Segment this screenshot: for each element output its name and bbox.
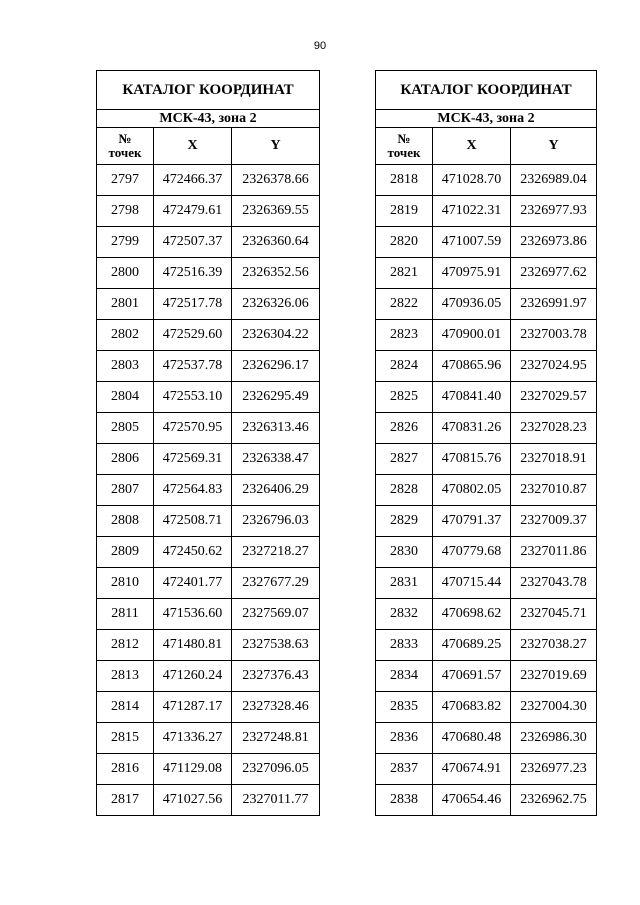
y-coordinate-cell: 2326295.49 — [232, 382, 320, 413]
point-number-cell: 2807 — [97, 475, 154, 506]
y-coordinate-cell: 2326406.29 — [232, 475, 320, 506]
point-number-cell: 2823 — [376, 320, 433, 351]
table-row — [376, 537, 597, 568]
x-coordinate-cell: 472516.39 — [154, 258, 232, 289]
table-row — [97, 351, 320, 382]
point-number-cell: 2801 — [97, 289, 154, 320]
table-row — [376, 475, 597, 506]
table-row — [97, 661, 320, 692]
table-row — [376, 289, 597, 320]
x-coordinate-cell: 470802.05 — [433, 475, 511, 506]
point-number-cell: 2800 — [97, 258, 154, 289]
coordinate-catalog-left — [96, 70, 320, 816]
y-coordinate-cell: 2326796.03 — [232, 506, 320, 537]
table-row — [376, 506, 597, 537]
y-coordinate-cell: 2326326.06 — [232, 289, 320, 320]
y-coordinate-cell: 2327043.78 — [511, 568, 597, 599]
table-row — [97, 754, 320, 785]
point-number-cell: 2831 — [376, 568, 433, 599]
x-coordinate-cell: 470654.46 — [433, 785, 511, 816]
point-number-cell: 2812 — [97, 630, 154, 661]
y-coordinate-cell: 2327538.63 — [232, 630, 320, 661]
y-coordinate-cell: 2326991.97 — [511, 289, 597, 320]
table-row — [376, 754, 597, 785]
x-coordinate-cell: 472569.31 — [154, 444, 232, 475]
table-row — [376, 444, 597, 475]
x-coordinate-cell: 471536.60 — [154, 599, 232, 630]
y-coordinate-cell: 2327248.81 — [232, 723, 320, 754]
y-coordinate-cell: 2327018.91 — [511, 444, 597, 475]
x-coordinate-cell: 471287.17 — [154, 692, 232, 723]
point-number-cell: 2832 — [376, 599, 433, 630]
x-coordinate-cell: 472508.71 — [154, 506, 232, 537]
x-coordinate-cell: 470936.05 — [433, 289, 511, 320]
table-row — [376, 351, 597, 382]
point-number-cell: 2815 — [97, 723, 154, 754]
x-coordinate-cell: 470674.91 — [433, 754, 511, 785]
point-number-cell: 2828 — [376, 475, 433, 506]
coordinate-rows — [376, 165, 597, 816]
point-number-cell: 2838 — [376, 785, 433, 816]
table-row — [376, 165, 597, 196]
y-coordinate-cell: 2327019.69 — [511, 661, 597, 692]
table-row — [97, 320, 320, 351]
y-coordinate-cell: 2326977.93 — [511, 196, 597, 227]
x-coordinate-cell: 471027.56 — [154, 785, 232, 816]
point-number-cell: 2837 — [376, 754, 433, 785]
x-coordinate-cell: 472517.78 — [154, 289, 232, 320]
table-row — [376, 785, 597, 816]
point-number-cell: 2811 — [97, 599, 154, 630]
table-row — [97, 723, 320, 754]
y-coordinate-cell: 2327677.29 — [232, 568, 320, 599]
table-row — [376, 227, 597, 258]
y-coordinate-cell: 2326977.62 — [511, 258, 597, 289]
point-number-cell: 2797 — [97, 165, 154, 196]
y-coordinate-cell: 2327569.07 — [232, 599, 320, 630]
x-coordinate-cell: 470683.82 — [433, 692, 511, 723]
x-coordinate-cell: 472466.37 — [154, 165, 232, 196]
y-coordinate-cell: 2327011.86 — [511, 537, 597, 568]
point-number-cell: 2821 — [376, 258, 433, 289]
x-coordinate-cell: 470791.37 — [433, 506, 511, 537]
table-row — [97, 785, 320, 816]
table-row — [376, 320, 597, 351]
y-coordinate-cell: 2327010.87 — [511, 475, 597, 506]
y-coordinate-cell: 2327029.57 — [511, 382, 597, 413]
point-number-cell: 2813 — [97, 661, 154, 692]
y-coordinate-cell: 2326338.47 — [232, 444, 320, 475]
y-coordinate-cell: 2326313.46 — [232, 413, 320, 444]
x-coordinate-cell: 471260.24 — [154, 661, 232, 692]
x-coordinate-cell: 470900.01 — [433, 320, 511, 351]
table-row — [97, 568, 320, 599]
point-number-cell: 2829 — [376, 506, 433, 537]
y-coordinate-cell: 2326973.86 — [511, 227, 597, 258]
table-row — [376, 692, 597, 723]
point-number-cell: 2806 — [97, 444, 154, 475]
point-number-cell: 2833 — [376, 630, 433, 661]
x-coordinate-cell: 472529.60 — [154, 320, 232, 351]
table-row — [97, 630, 320, 661]
y-header: Y — [232, 128, 320, 165]
table-row — [97, 227, 320, 258]
point-number-cell: 2830 — [376, 537, 433, 568]
catalog-title: КАТАЛОГ КООРДИНАТ — [97, 71, 320, 110]
table-row — [376, 382, 597, 413]
table-row — [97, 382, 320, 413]
table-row — [97, 444, 320, 475]
coordinate-system: МСК-43, зона 2 — [97, 110, 320, 128]
y-coordinate-cell: 2326352.56 — [232, 258, 320, 289]
y-coordinate-cell: 2327045.71 — [511, 599, 597, 630]
x-coordinate-cell: 471129.08 — [154, 754, 232, 785]
page-number: 90 — [313, 40, 327, 52]
x-coordinate-cell: 470841.40 — [433, 382, 511, 413]
y-coordinate-cell: 2327003.78 — [511, 320, 597, 351]
x-coordinate-cell: 470831.26 — [433, 413, 511, 444]
y-coordinate-cell: 2327011.77 — [232, 785, 320, 816]
coordinate-system: МСК-43, зона 2 — [376, 110, 597, 128]
x-coordinate-cell: 472401.77 — [154, 568, 232, 599]
table-row — [376, 413, 597, 444]
y-coordinate-cell: 2327328.46 — [232, 692, 320, 723]
x-coordinate-cell: 472564.83 — [154, 475, 232, 506]
point-number-header: № точек — [376, 128, 433, 165]
point-number-cell: 2834 — [376, 661, 433, 692]
x-coordinate-cell: 472553.10 — [154, 382, 232, 413]
y-coordinate-cell: 2326360.64 — [232, 227, 320, 258]
coordinate-rows — [97, 165, 320, 816]
y-coordinate-cell: 2327218.27 — [232, 537, 320, 568]
y-coordinate-cell: 2326962.75 — [511, 785, 597, 816]
point-number-cell: 2822 — [376, 289, 433, 320]
x-coordinate-cell: 470689.25 — [433, 630, 511, 661]
x-coordinate-cell: 470698.62 — [433, 599, 511, 630]
point-number-cell: 2808 — [97, 506, 154, 537]
x-coordinate-cell: 470715.44 — [433, 568, 511, 599]
point-number-cell: 2836 — [376, 723, 433, 754]
point-number-cell: 2798 — [97, 196, 154, 227]
point-number-cell: 2827 — [376, 444, 433, 475]
point-number-cell: 2824 — [376, 351, 433, 382]
y-coordinate-cell: 2326296.17 — [232, 351, 320, 382]
y-coordinate-cell: 2326989.04 — [511, 165, 597, 196]
table-row — [376, 599, 597, 630]
table-row — [376, 258, 597, 289]
coordinate-catalog-right — [375, 70, 597, 816]
x-header: X — [433, 128, 511, 165]
point-number-cell: 2816 — [97, 754, 154, 785]
table-row — [97, 599, 320, 630]
point-number-cell: 2809 — [97, 537, 154, 568]
x-coordinate-cell: 472570.95 — [154, 413, 232, 444]
x-coordinate-cell: 470865.96 — [433, 351, 511, 382]
x-coordinate-cell: 472450.62 — [154, 537, 232, 568]
catalog-title: КАТАЛОГ КООРДИНАТ — [376, 71, 597, 110]
y-coordinate-cell: 2326977.23 — [511, 754, 597, 785]
x-coordinate-cell: 472507.37 — [154, 227, 232, 258]
table-row — [376, 196, 597, 227]
x-coordinate-cell: 470975.91 — [433, 258, 511, 289]
x-coordinate-cell: 471022.31 — [433, 196, 511, 227]
table-row — [376, 630, 597, 661]
point-number-cell: 2810 — [97, 568, 154, 599]
table-row — [97, 258, 320, 289]
point-number-header: № точек — [97, 128, 154, 165]
y-coordinate-cell: 2326378.66 — [232, 165, 320, 196]
point-number-cell: 2826 — [376, 413, 433, 444]
x-coordinate-cell: 472479.61 — [154, 196, 232, 227]
point-number-cell: 2803 — [97, 351, 154, 382]
table-row — [97, 413, 320, 444]
x-coordinate-cell: 471007.59 — [433, 227, 511, 258]
point-number-cell: 2819 — [376, 196, 433, 227]
y-coordinate-cell: 2327024.95 — [511, 351, 597, 382]
table-row — [97, 196, 320, 227]
table-row — [97, 692, 320, 723]
y-coordinate-cell: 2326369.55 — [232, 196, 320, 227]
point-number-cell: 2820 — [376, 227, 433, 258]
x-coordinate-cell: 471336.27 — [154, 723, 232, 754]
table-row — [97, 475, 320, 506]
x-coordinate-cell: 471028.70 — [433, 165, 511, 196]
point-number-cell: 2805 — [97, 413, 154, 444]
x-coordinate-cell: 470680.48 — [433, 723, 511, 754]
y-coordinate-cell: 2326304.22 — [232, 320, 320, 351]
point-number-cell: 2825 — [376, 382, 433, 413]
point-number-cell: 2802 — [97, 320, 154, 351]
table-row — [376, 661, 597, 692]
point-number-cell: 2799 — [97, 227, 154, 258]
x-coordinate-cell: 472537.78 — [154, 351, 232, 382]
point-number-cell: 2817 — [97, 785, 154, 816]
point-number-cell: 2835 — [376, 692, 433, 723]
point-number-cell: 2818 — [376, 165, 433, 196]
point-number-cell: 2814 — [97, 692, 154, 723]
table-row — [97, 165, 320, 196]
y-coordinate-cell: 2327376.43 — [232, 661, 320, 692]
x-header: X — [154, 128, 232, 165]
x-coordinate-cell: 470815.76 — [433, 444, 511, 475]
y-coordinate-cell: 2327009.37 — [511, 506, 597, 537]
table-row — [97, 289, 320, 320]
table-row — [376, 568, 597, 599]
y-coordinate-cell: 2327096.05 — [232, 754, 320, 785]
table-row — [97, 506, 320, 537]
x-coordinate-cell: 471480.81 — [154, 630, 232, 661]
y-header: Y — [511, 128, 597, 165]
y-coordinate-cell: 2326986.30 — [511, 723, 597, 754]
y-coordinate-cell: 2327004.30 — [511, 692, 597, 723]
x-coordinate-cell: 470779.68 — [433, 537, 511, 568]
table-row — [97, 537, 320, 568]
point-number-cell: 2804 — [97, 382, 154, 413]
x-coordinate-cell: 470691.57 — [433, 661, 511, 692]
table-row — [376, 723, 597, 754]
y-coordinate-cell: 2327028.23 — [511, 413, 597, 444]
y-coordinate-cell: 2327038.27 — [511, 630, 597, 661]
